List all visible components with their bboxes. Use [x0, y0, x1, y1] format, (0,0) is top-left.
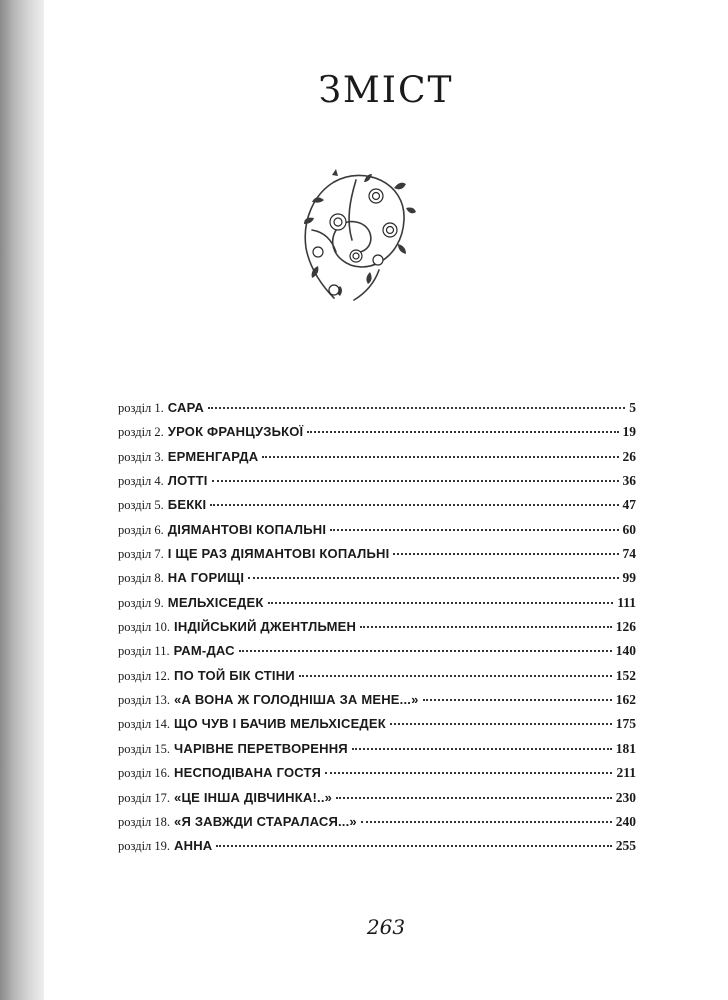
- chapter-page: 175: [615, 716, 636, 732]
- toc-entry[interactable]: [118, 469, 636, 493]
- chapter-page: 162: [615, 692, 636, 708]
- toc-entry[interactable]: [118, 688, 636, 712]
- toc-entry[interactable]: [118, 420, 636, 444]
- chapter-page: 152: [615, 667, 636, 683]
- chapter-title: І ЩЕ РАЗ ДІЯМАНТОВІ КОПАЛЬНІ: [167, 546, 390, 562]
- chapter-label: розділ 5.: [118, 498, 164, 513]
- chapter-label: розділ 12.: [118, 668, 171, 683]
- toc-entry[interactable]: [118, 737, 636, 761]
- chapter-page: 60: [622, 521, 636, 537]
- chapter-title: «Я ЗАВЖДИ СТАРАЛАСЯ...»: [174, 813, 357, 829]
- chapter-title: ЧАРІВНЕ ПЕРЕТВОРЕННЯ: [174, 740, 348, 756]
- toc-entry[interactable]: [118, 615, 636, 639]
- chapter-page: 140: [615, 643, 636, 659]
- chapter-label: розділ 1.: [118, 401, 164, 415]
- chapter-title: ЩО ЧУВ І БАЧИВ МЕЛЬХІСЕДЕК: [174, 716, 386, 732]
- toc-entry[interactable]: [118, 493, 636, 517]
- dot-leader: [268, 590, 614, 604]
- toc-entry[interactable]: [118, 518, 636, 542]
- chapter-label: розділ 8.: [118, 571, 164, 586]
- chapter-label: розділ 9.: [118, 595, 164, 610]
- chapter-title: НЕСПОДІВАНА ГОСТЯ: [174, 765, 322, 781]
- dot-leader: [216, 833, 611, 847]
- chapter-page: 211: [616, 765, 636, 781]
- dot-leader: [210, 492, 618, 506]
- chapter-page: 111: [617, 594, 636, 610]
- chapter-label: розділ 16.: [118, 766, 171, 781]
- chapter-label: розділ 11.: [118, 644, 170, 659]
- dot-leader: [352, 736, 612, 750]
- dot-leader: [208, 395, 625, 409]
- chapter-label: розділ 19.: [118, 839, 171, 854]
- book-spine-shadow: [0, 0, 44, 1000]
- chapter-page: 36: [622, 473, 636, 489]
- table-of-contents: [118, 396, 636, 859]
- chapter-page: 255: [615, 838, 636, 854]
- dot-leader: [330, 517, 618, 531]
- chapter-title: ДІЯМАНТОВІ КОПАЛЬНІ: [167, 521, 327, 537]
- dot-leader: [262, 444, 618, 458]
- page-number: 263: [366, 915, 406, 939]
- chapter-label: розділ 3.: [118, 449, 164, 464]
- dot-leader: [393, 541, 618, 555]
- dot-leader: [360, 614, 612, 628]
- dot-leader: [307, 419, 618, 433]
- chapter-page: 240: [615, 813, 636, 829]
- chapter-title: РАМ-ДАС: [173, 643, 235, 659]
- toc-entry[interactable]: [118, 761, 636, 785]
- chapter-page: 181: [615, 740, 636, 756]
- dot-leader: [325, 760, 612, 774]
- floral-vine-ornament-icon: [294, 160, 419, 310]
- chapter-title: УРОК ФРАНЦУЗЬКОЇ: [167, 424, 304, 440]
- chapter-page: 99: [622, 570, 636, 586]
- toc-entry[interactable]: [118, 664, 636, 688]
- chapter-label: розділ 14.: [118, 717, 171, 732]
- chapter-title: ІНДІЙСЬКИЙ ДЖЕНТЛЬМЕН: [174, 619, 357, 635]
- dot-leader: [248, 565, 618, 579]
- toc-entry[interactable]: [118, 786, 636, 810]
- chapter-page: 230: [615, 789, 636, 805]
- book-page: [44, 0, 728, 1000]
- chapter-label: розділ 15.: [118, 741, 171, 756]
- dot-leader: [423, 687, 612, 701]
- chapter-title: «ЦЕ ІНША ДІВЧИНКА!..»: [174, 789, 333, 805]
- dot-leader: [212, 468, 619, 482]
- chapter-title: НА ГОРИЩІ: [167, 570, 245, 586]
- chapter-title: «А ВОНА Ж ГОЛОДНІША ЗА МЕНЕ...»: [174, 692, 419, 708]
- chapter-title: ЕРМЕНГАРДА: [167, 448, 259, 464]
- toc-entry[interactable]: [118, 591, 636, 615]
- chapter-page: 26: [622, 448, 636, 464]
- toc-entry[interactable]: [118, 542, 636, 566]
- chapter-label: розділ 10.: [118, 620, 171, 635]
- chapter-title: МЕЛЬХІСЕДЕК: [167, 594, 264, 610]
- chapter-label: розділ 18.: [118, 814, 171, 829]
- dot-leader: [361, 809, 612, 823]
- toc-entry[interactable]: [118, 566, 636, 590]
- chapter-label: розділ 7.: [118, 547, 164, 562]
- chapter-page: 74: [622, 546, 636, 562]
- toc-entry[interactable]: [118, 810, 636, 834]
- dot-leader: [336, 785, 612, 799]
- chapter-label: розділ 13.: [118, 693, 171, 708]
- chapter-label: розділ 17.: [118, 790, 171, 805]
- toc-entry[interactable]: [118, 834, 636, 858]
- chapter-title: БЕККІ: [167, 497, 207, 513]
- chapter-title: ПО ТОЙ БІК СТІНИ: [174, 667, 295, 683]
- chapter-page: 5: [629, 400, 636, 415]
- toc-entry[interactable]: [118, 445, 636, 469]
- toc-entry[interactable]: [118, 639, 636, 663]
- chapter-label: розділ 6.: [118, 522, 164, 537]
- chapter-label: розділ 2.: [118, 425, 164, 440]
- page-title: ЗМІСТ: [318, 70, 454, 111]
- dot-leader: [239, 638, 612, 652]
- chapter-title: САРА: [167, 400, 204, 415]
- dot-leader: [390, 711, 612, 725]
- chapter-page: 126: [615, 619, 636, 635]
- toc-entry[interactable]: [118, 712, 636, 736]
- toc-entry[interactable]: [118, 396, 636, 420]
- chapter-title: ЛОТТІ: [167, 473, 208, 489]
- chapter-title: АННА: [174, 838, 213, 854]
- chapter-page: 47: [622, 497, 636, 513]
- dot-leader: [299, 663, 612, 677]
- chapter-page: 19: [622, 424, 636, 440]
- chapter-label: розділ 4.: [118, 474, 164, 489]
